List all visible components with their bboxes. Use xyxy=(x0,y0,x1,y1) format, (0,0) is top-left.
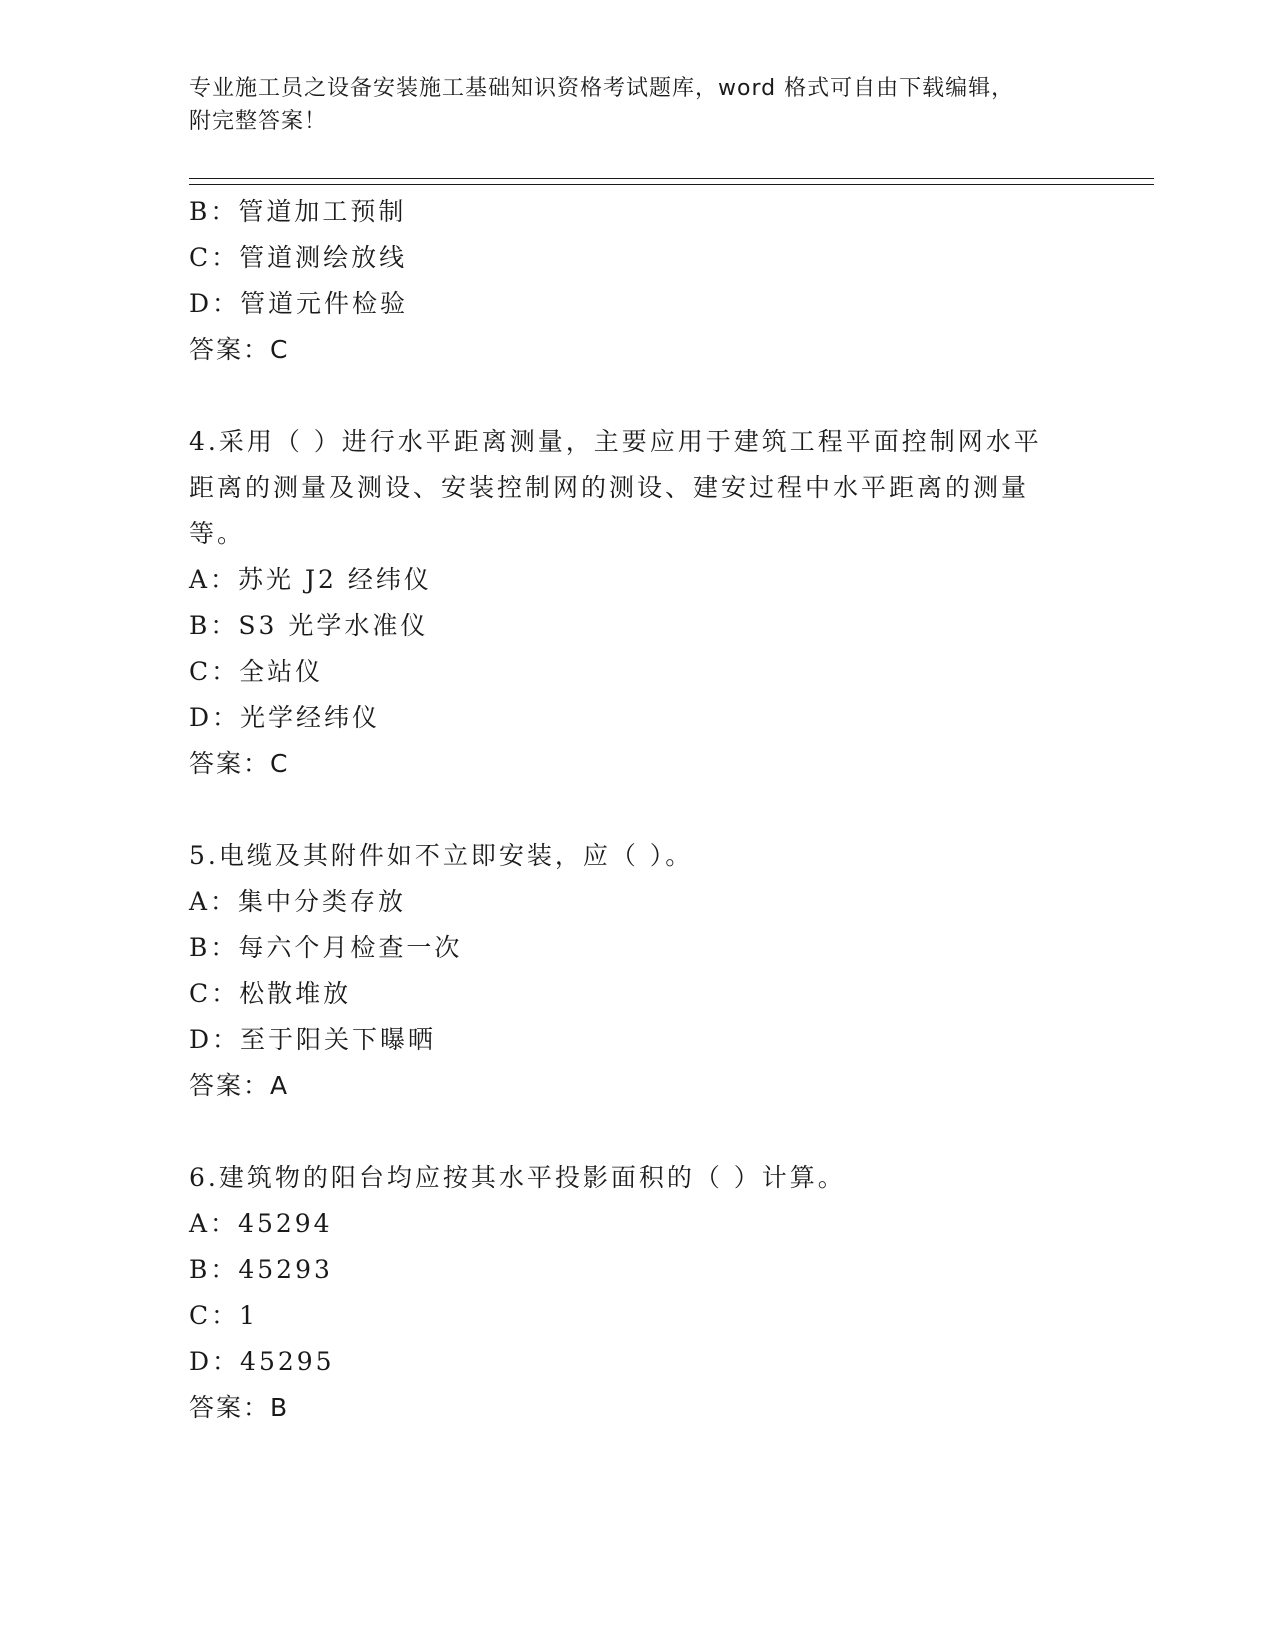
document-header xyxy=(189,72,1089,138)
header-divider-top xyxy=(189,178,1154,179)
answer-line: 答案：B xyxy=(189,1393,290,1422)
option-b: B：管道加工预制 xyxy=(189,197,407,226)
header-divider-bottom xyxy=(189,184,1154,185)
question-3-tail xyxy=(189,189,1089,373)
question-4 xyxy=(189,419,1089,787)
header-line-1: 专业施工员之设备安装施工基础知识资格考试题库，word 格式可自由下载编辑， xyxy=(189,76,1015,101)
option-c: C：全站仪 xyxy=(189,657,324,686)
option-d: D：管道元件检验 xyxy=(189,289,409,318)
option-d: D：至于阳关下曝晒 xyxy=(189,1025,437,1054)
question-stem: 等。 xyxy=(189,519,246,548)
question-stem: 距离的测量及测设、安装控制网的测设、建安过程中水平距离的测量 xyxy=(189,473,1030,502)
option-d: D：光学经纬仪 xyxy=(189,703,381,732)
question-5 xyxy=(189,833,1089,1109)
answer-line: 答案：C xyxy=(189,335,290,364)
option-b: B：S3 光学水准仪 xyxy=(189,611,429,640)
question-stem: 4.采用（ ）进行水平距离测量，主要应用于建筑工程平面控制网水平 xyxy=(189,427,1042,456)
option-a: A：45294 xyxy=(189,1209,333,1238)
question-list xyxy=(189,189,1089,1431)
option-b: B：每六个月检查一次 xyxy=(189,933,463,962)
option-c: C：管道测绘放线 xyxy=(189,243,408,272)
option-a: A：苏光 J2 经纬仪 xyxy=(189,565,432,594)
option-c: C：1 xyxy=(189,1301,259,1330)
option-c: C：松散堆放 xyxy=(189,979,352,1008)
question-stem: 5.电缆及其附件如不立即安装，应（ ）。 xyxy=(189,841,694,870)
option-a: A：集中分类存放 xyxy=(189,887,407,916)
header-line-2: 附完整答案！ xyxy=(189,109,328,134)
option-b: B：45293 xyxy=(189,1255,333,1284)
option-d: D：45295 xyxy=(189,1347,335,1376)
question-6 xyxy=(189,1155,1089,1431)
answer-line: 答案：C xyxy=(189,749,290,778)
answer-line: 答案：A xyxy=(189,1071,290,1100)
question-stem: 6.建筑物的阳台均应按其水平投影面积的（ ）计算。 xyxy=(189,1163,846,1192)
